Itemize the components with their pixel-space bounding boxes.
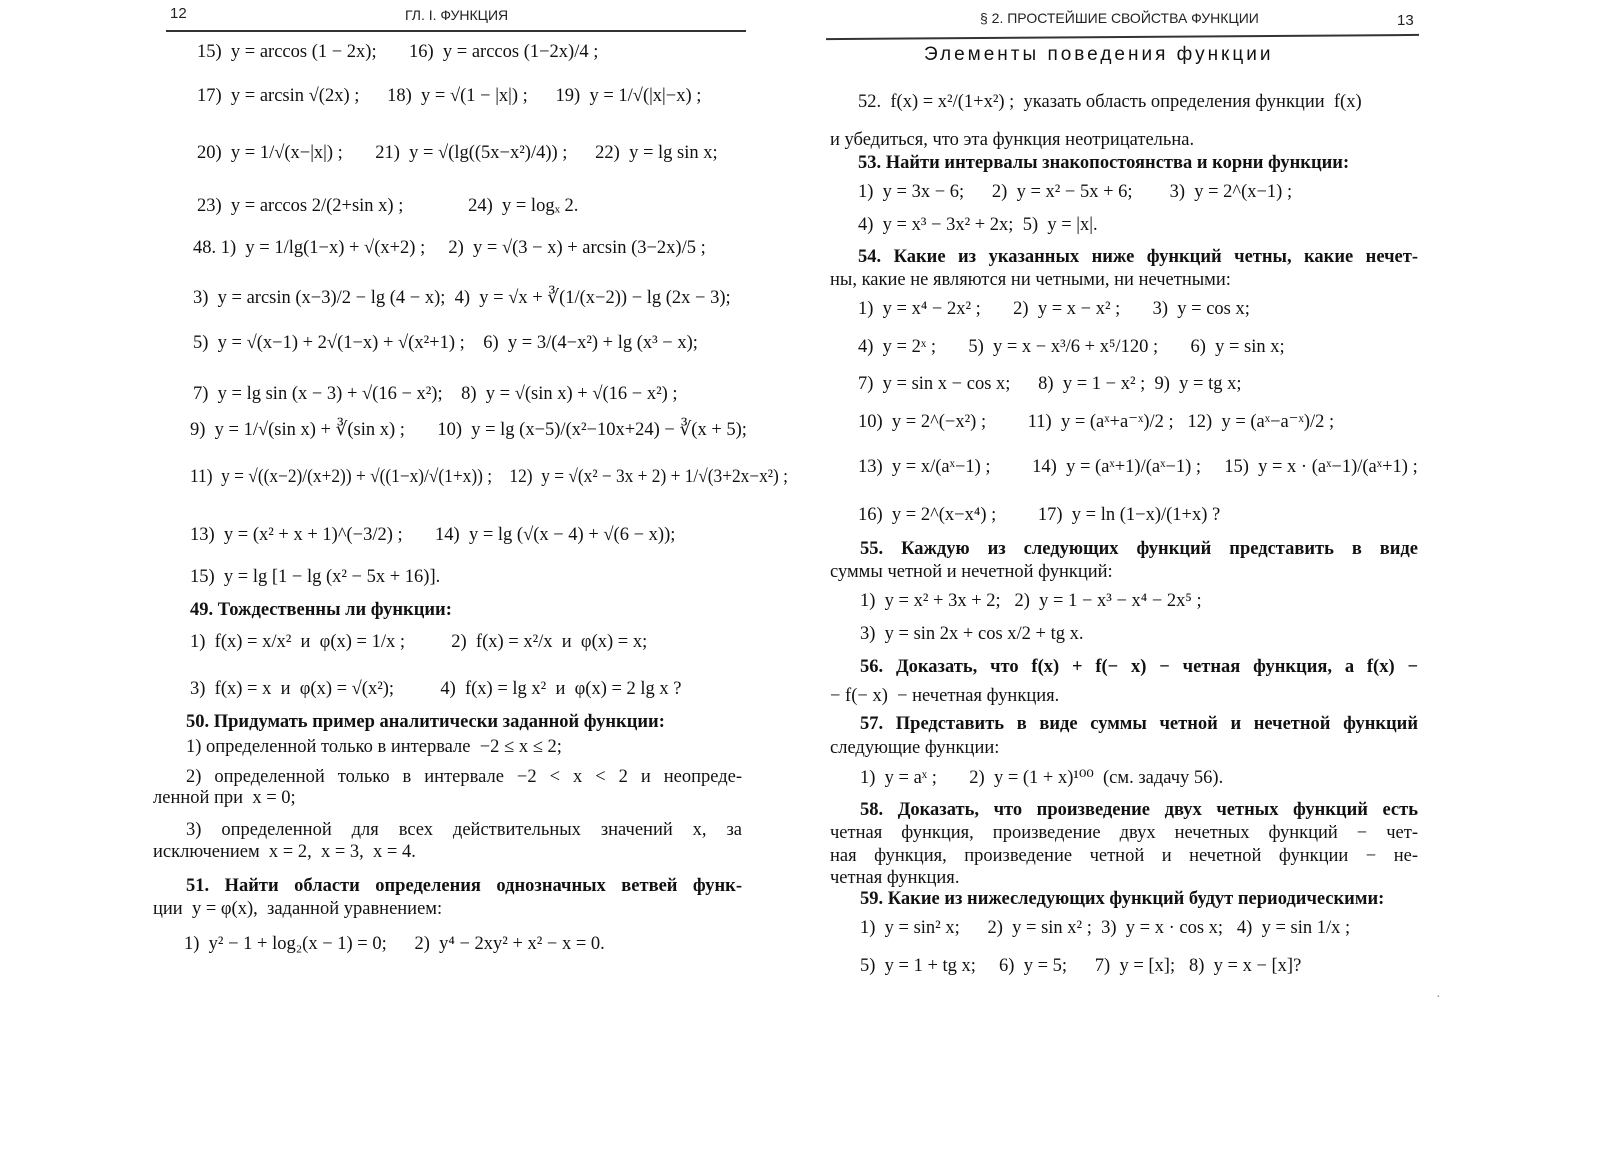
- page-number: 13: [1397, 12, 1414, 29]
- scan-speck: ·: [1436, 990, 1441, 1005]
- text-line: 1) определенной только в интервале −2 ≤ x ≤ 2;: [186, 737, 562, 757]
- text-line: 11) y = √((x−2)/(x+2)) + √((1−x)/√(1+x)) ; 12) y = √(x² − 3x + 2) + 1/√(3+2x−x²) ;: [190, 467, 788, 487]
- text-line: 1) y = x² + 3x + 2; 2) y = 1 − x³ − x⁴ − 2x⁵ ;: [860, 591, 1202, 611]
- text-line: 52. f(x) = x²/(1+x²) ; указать область определения функции f(x): [858, 92, 1362, 112]
- text-line: и убедиться, что эта функция неотрицательна.: [830, 130, 1195, 150]
- problem-heading: 57. Представить в виде суммы четной и нечетной функций: [860, 714, 1418, 734]
- text-line: 3) y = arcsin (x−3)/2 − lg (4 − x); 4) y = √x + ∛(1/(x−2)) − lg (2x − 3);: [193, 288, 731, 308]
- problem-heading: 59. Какие из нижеследующих функций будут периодическими:: [860, 889, 1385, 909]
- text-line: 7) y = sin x − cos x; 8) y = 1 − x² ; 9) y = tg x;: [858, 374, 1242, 394]
- text-line: 15) y = arccos (1 − 2x); 16) y = arccos (1−2x)/4 ;: [197, 42, 599, 62]
- text-line: суммы четной и нечетной функций:: [830, 562, 1113, 582]
- running-header: § 2. ПРОСТЕЙШИЕ СВОЙСТВА ФУНКЦИИ: [980, 10, 1259, 26]
- right-page: [800, 0, 1600, 1153]
- text-line: 4) y = 2ˣ ; 5) y = x − x³/6 + x⁵/120 ; 6) y = sin x;: [858, 337, 1285, 357]
- text-line: четная функция, произведение двух нечетных функций − чет-: [830, 823, 1418, 843]
- text-line: 3) y = sin 2x + cos x/2 + tg x.: [860, 624, 1084, 644]
- page-number: 12: [170, 5, 187, 22]
- text-line: следующие функции:: [830, 738, 1000, 758]
- text-line: ная функция, произведение четной и нечетной функции − не-: [830, 846, 1418, 866]
- text-line: ны, какие не являются ни четными, ни нечетными:: [830, 270, 1231, 290]
- text-line: 1) y = 3x − 6; 2) y = x² − 5x + 6; 3) y = 2^(x−1) ;: [858, 182, 1293, 202]
- header-rule: [826, 34, 1419, 40]
- problem-heading: 58. Доказать, что произведение двух четных функций есть: [860, 800, 1418, 820]
- text-line: 17) y = arcsin √(2x) ; 18) y = √(1 − |x|) ; 19) y = 1/√(|x|−x) ;: [197, 86, 702, 106]
- text-line: 15) y = lg [1 − lg (x² − 5x + 16)].: [190, 567, 441, 587]
- text-line: − f(− x) − нечетная функция.: [830, 686, 1060, 706]
- text-line: 2) определенной только в интервале −2 < x < 2 и неопреде-: [186, 767, 742, 787]
- text-line: 1) y² − 1 + log₂(x − 1) = 0; 2) y⁴ − 2xy² + x² − x = 0.: [184, 934, 605, 954]
- text-line: 7) y = lg sin (x − 3) + √(16 − x²); 8) y = √(sin x) + √(16 − x²) ;: [193, 384, 678, 404]
- problem-heading: 50. Придумать пример аналитически заданной функции:: [186, 712, 665, 732]
- text-line: 1) y = aˣ ; 2) y = (1 + x)¹⁰⁰ (см. задачу 56).: [860, 768, 1224, 788]
- header-rule: [166, 30, 746, 32]
- text-line: ленной при x = 0;: [153, 788, 296, 808]
- text-line: 9) y = 1/√(sin x) + ∛(sin x) ; 10) y = lg (x−5)/(x²−10x+24) − ∛(x + 5);: [190, 420, 747, 440]
- text-line: 5) y = 1 + tg x; 6) y = 5; 7) y = [x]; 8) y = x − [x]?: [860, 956, 1302, 976]
- problem-heading: 49. Тождественны ли функции:: [190, 600, 452, 620]
- text-line: 13) y = x/(aˣ−1) ; 14) y = (aˣ+1)/(aˣ−1) ; 15) y = x · (aˣ−1)/(aˣ+1) ;: [858, 457, 1418, 477]
- text-line: 3) f(x) = x и φ(x) = √(x²); 4) f(x) = lg x² и φ(x) = 2 lg x ?: [190, 679, 682, 699]
- text-line: 23) y = arccos 2/(2+sin x) ; 24) y = logₓ 2.: [197, 196, 579, 216]
- text-line: 13) y = (x² + x + 1)^(−3/2) ; 14) y = lg (√(x − 4) + √(6 − x));: [190, 525, 676, 545]
- problem-heading: 53. Найти интервалы знакопостоянства и корни функции:: [858, 153, 1350, 173]
- running-header: ГЛ. I. ФУНКЦИЯ: [405, 7, 509, 23]
- text-line: 10) y = 2^(−x²) ; 11) y = (aˣ+a⁻ˣ)/2 ; 12) y = (aˣ−a⁻ˣ)/2 ;: [858, 412, 1335, 432]
- problem-heading: 51. Найти области определения однозначных ветвей функ-: [186, 876, 742, 896]
- text-line: четная функция.: [830, 868, 960, 888]
- text-line: 16) y = 2^(x−x⁴) ; 17) y = ln (1−x)/(1+x) ?: [858, 505, 1221, 525]
- text-line: исключением x = 2, x = 3, x = 4.: [153, 842, 416, 862]
- text-line: 1) f(x) = x/x² и φ(x) = 1/x ; 2) f(x) = x²/x и φ(x) = x;: [190, 632, 648, 652]
- section-title: Элементы поведения функции: [924, 44, 1274, 65]
- problem-heading: 55. Каждую из следующих функций представить в виде: [860, 539, 1418, 559]
- problem-heading: 54. Какие из указанных ниже функций четны, какие нечет-: [858, 247, 1418, 267]
- text-line: 5) y = √(x−1) + 2√(1−x) + √(x²+1) ; 6) y = 3/(4−x²) + lg (x³ − x);: [193, 333, 698, 353]
- text-line: 1) y = x⁴ − 2x² ; 2) y = x − x² ; 3) y = cos x;: [858, 299, 1250, 319]
- text-line: ции y = φ(x), заданной уравнением:: [153, 899, 443, 919]
- text-line: 3) определенной для всех действительных значений x, за: [186, 820, 742, 840]
- text-line: 1) y = sin² x; 2) y = sin x² ; 3) y = x · cos x; 4) y = sin 1/x ;: [860, 918, 1351, 938]
- text-line: 4) y = x³ − 3x² + 2x; 5) y = |x|.: [858, 215, 1098, 235]
- text-line: 20) y = 1/√(x−|x|) ; 21) y = √(lg((5x−x²)/4)) ; 22) y = lg sin x;: [197, 143, 718, 163]
- text-line: 48. 1) y = 1/lg(1−x) + √(x+2) ; 2) y = √(3 − x) + arcsin (3−2x)/5 ;: [193, 238, 706, 258]
- problem-heading: 56. Доказать, что f(x) + f(− x) − четная функция, а f(x) −: [860, 657, 1418, 677]
